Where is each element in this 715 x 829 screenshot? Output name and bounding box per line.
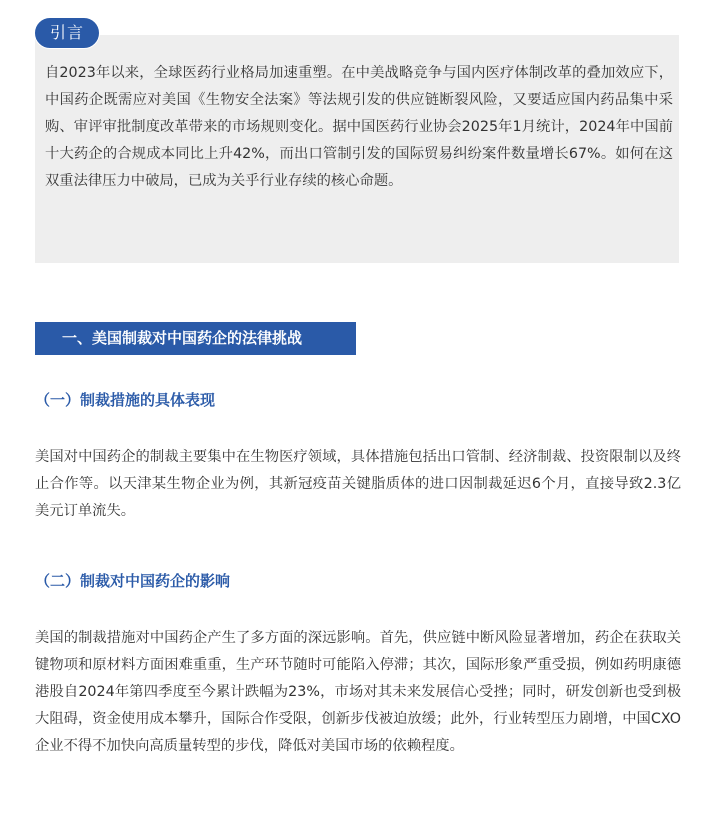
intro-tag: 引言 xyxy=(34,17,100,49)
paragraph-sanction-measures: 美国对中国药企的制裁主要集中在生物医疗领域，具体措施包括出口管制、经济制裁、投资限制以及终止合作等。以天津某生物企业为例，其新冠疫苗关键脂质体的进口因制裁延迟6个月，直接导致2.3亿美元订单流失。 xyxy=(35,449,681,519)
paragraph-sanction-impact: 美国的制裁措施对中国药企产生了多方面的深远影响。首先，供应链中断风险显著增加，药企在获取关键物项和原材料方面困难重重，生产环节随时可能陷入停滞；其次，国际形象严重受损，例如药明康德港股自2024年第四季度至今累计跌幅为23%，市场对其未来发展信心受挫；同时，研发创新也受到极大阻碍，资金使用成本攀升，国际合作受限，创新步伐被迫放缓；此外，行业转型压力剧增，中国CXO企业不得不加快向高质量转型的步伐，降低对美国市场的依赖程度。 xyxy=(35,630,681,754)
subheading-sanction-impact: （二）制裁对中国药企的影响 xyxy=(35,572,231,590)
subheading-sanction-measures: （一）制裁措施的具体表现 xyxy=(35,391,216,409)
section-title-banner: 一、美国制裁对中国药企的法律挑战 xyxy=(35,322,356,355)
intro-paragraph: 自2023年以来，全球医药行业格局加速重塑。在中美战略竞争与国内医疗体制改革的叠加效应下，中国药企既需应对美国《生物安全法案》等法规引发的供应链断裂风险，又要适应国内药品集中采购、审评审批制度改革带来的市场规则变化。据中国医药行业协会2025年1月统计，2024年中国前十大药企的合规成本同比上升42%，而出口管制引发的国际贸易纠纷案件数量增长67%。如何在这双重法律压力中破局，已成为关乎行业存续的核心命题。 xyxy=(45,65,673,189)
